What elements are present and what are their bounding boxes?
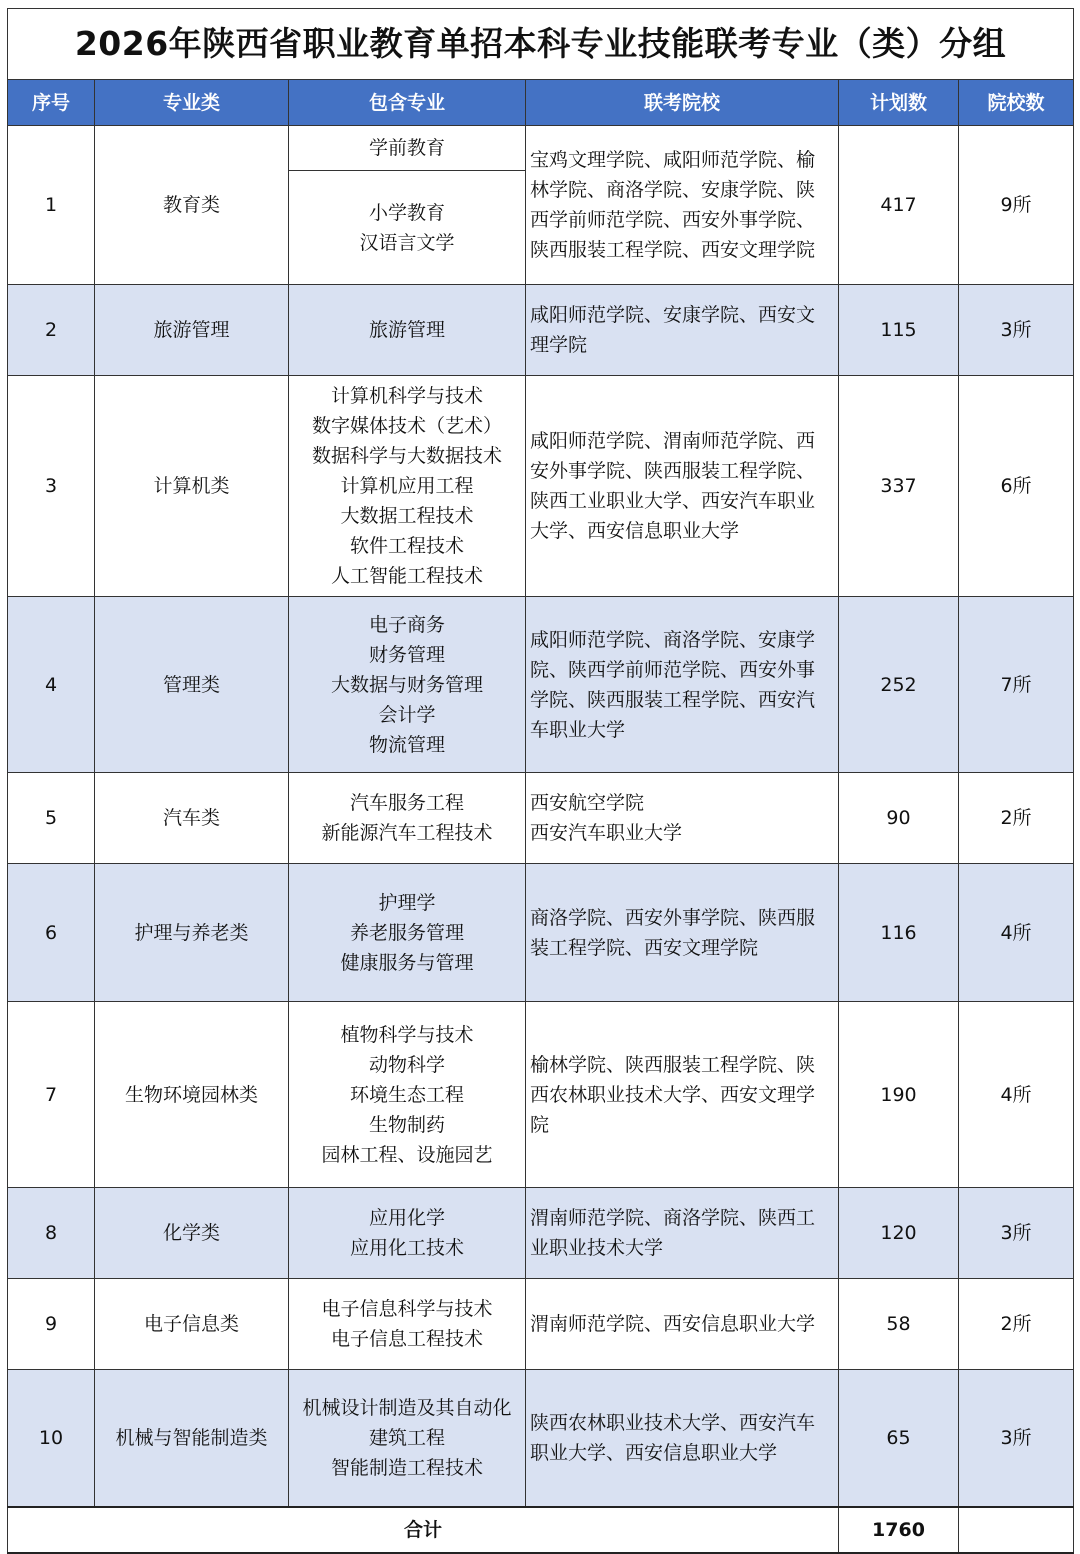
major-name: 健康服务与管理 [340,951,474,974]
enrollment-table [7,8,1074,1554]
school-line: 车职业大学 [530,718,626,741]
major-name: 学前教育 [368,137,445,159]
major-group [289,888,525,978]
major-group [289,170,525,284]
category-cell: 教育类 [95,126,289,285]
school-count: 9所 [959,126,1074,285]
major-name: 植物科学与技术 [340,1023,474,1046]
school-line: 榆林学院、陕西服装工程学院、陕 [530,1053,816,1076]
majors-list [289,315,525,345]
school-line: 西安汽车职业大学 [530,822,683,844]
schools-cell [526,126,839,285]
schools-cell [526,773,839,864]
majors-cell [289,1188,526,1279]
major-group [289,1393,525,1483]
total-empty [959,1507,1074,1553]
page-title: 2026年陕西省职业教育单招本科专业技能联考专业（类）分组 [8,9,1074,80]
majors-cell [289,1279,526,1370]
row-number: 8 [8,1188,95,1279]
school-line: 渭南师范学院、商洛学院、陕西工 [530,1207,816,1229]
major-group [289,788,525,848]
row-number: 4 [8,597,95,773]
major-name: 建筑工程 [368,1427,445,1449]
school-line: 西学前师范学院、西安外事学院、 [530,209,816,231]
major-name: 电子信息科学与技术 [321,1298,493,1320]
plan-count: 90 [839,773,959,864]
category-cell: 旅游管理 [95,285,289,376]
total-label: 合计 [8,1507,839,1553]
major-group [289,1020,525,1170]
table-row [8,597,1074,773]
schools-cell [526,285,839,376]
major-name: 智能制造工程技术 [330,1457,483,1479]
school-count: 6所 [959,376,1074,597]
majors-cell [289,126,526,285]
row-number: 2 [8,285,95,376]
major-name: 物流管理 [368,733,445,756]
major-group [289,610,525,760]
schools-cell [526,597,839,773]
plan-count: 116 [839,864,959,1002]
school-line: 学院、陕西服装工程学院、西安汽 [530,688,816,711]
school-line: 咸阳师范学院、商洛学院、安康学 [530,628,816,651]
schools-cell [526,376,839,597]
school-count: 3所 [959,1188,1074,1279]
school-line: 陕西农林职业技术大学、西安汽车 [530,1412,816,1434]
plan-count: 190 [839,1002,959,1188]
majors-list [289,381,525,591]
major-group [289,1294,525,1354]
majors-list [289,888,525,978]
majors-list [289,1020,525,1170]
table-row [8,1370,1074,1508]
school-line: 西安航空学院 [530,792,645,814]
plan-count: 58 [839,1279,959,1370]
major-name: 计算机科学与技术 [330,385,483,407]
school-line: 渭南师范学院、西安信息职业大学 [530,1313,816,1335]
header-plan: 计划数 [839,80,959,126]
school-count: 4所 [959,1002,1074,1188]
table-row [8,864,1074,1002]
school-count: 4所 [959,864,1074,1002]
school-line: 装工程学院、西安文理学院 [530,936,759,959]
major-name: 园林工程、设施园艺 [321,1143,493,1166]
major-name: 应用化工技术 [349,1237,464,1259]
schools-cell [526,1002,839,1188]
major-group [289,1203,525,1263]
school-line: 咸阳师范学院、安康学院、西安文 [530,304,816,326]
majors-cell [289,1370,526,1508]
schools-cell [526,1188,839,1279]
school-line: 陕西服装工程学院、西安文理学院 [530,239,816,261]
majors-cell [289,285,526,376]
major-name: 数据科学与大数据技术 [311,445,502,467]
major-name: 机械设计制造及其自动化 [302,1397,512,1419]
category-cell: 机械与智能制造类 [95,1370,289,1508]
major-name: 护理学 [378,891,436,914]
school-line: 安外事学院、陕西服装工程学院、 [530,460,816,482]
major-name: 汉语言文学 [359,231,455,254]
school-line: 宝鸡文理学院、咸阳师范学院、榆 [530,149,816,171]
major-name: 大数据与财务管理 [330,673,483,696]
header-schools: 联考院校 [526,80,839,126]
school-line: 商洛学院、西安外事学院、陕西服 [530,906,816,929]
school-line: 咸阳师范学院、渭南师范学院、西 [530,430,816,452]
school-count: 7所 [959,597,1074,773]
school-line: 大学、西安信息职业大学 [530,520,740,542]
major-name: 新能源汽车工程技术 [321,822,493,844]
major-name: 生物制药 [368,1113,445,1136]
majors-list [289,1393,525,1483]
school-line: 陕西工业职业大学、西安汽车职业 [530,490,816,512]
school-count: 3所 [959,285,1074,376]
row-number: 5 [8,773,95,864]
category-cell: 管理类 [95,597,289,773]
total-plan: 1760 [839,1507,959,1553]
major-name: 应用化学 [368,1207,445,1229]
row-number: 1 [8,126,95,285]
major-name: 数字媒体技术（艺术） [311,415,502,437]
schools-cell [526,1279,839,1370]
major-name: 会计学 [378,703,436,726]
school-line: 业职业技术大学 [530,1237,664,1259]
table-row [8,773,1074,864]
category-cell: 电子信息类 [95,1279,289,1370]
majors-list [289,1294,525,1354]
majors-list [289,788,525,848]
majors-cell [289,1002,526,1188]
row-number: 6 [8,864,95,1002]
school-line: 林学院、商洛学院、安康学院、陕 [530,179,816,201]
major-name: 环境生态工程 [349,1083,464,1106]
table-header [8,80,1074,126]
majors-cell [289,773,526,864]
school-line: 院、陕西学前师范学院、西安外事 [530,658,816,681]
school-line: 职业大学、西安信息职业大学 [530,1442,778,1464]
major-name: 养老服务管理 [349,921,464,944]
major-name: 电子商务 [368,613,445,636]
category-cell: 计算机类 [95,376,289,597]
row-number: 10 [8,1370,95,1508]
table-row [8,1188,1074,1279]
school-count: 3所 [959,1370,1074,1508]
major-name: 汽车服务工程 [349,792,464,814]
majors-cell [289,597,526,773]
plan-count: 252 [839,597,959,773]
category-cell: 汽车类 [95,773,289,864]
majors-list [289,1203,525,1263]
school-line: 理学院 [530,334,588,356]
total-row [8,1507,1074,1553]
schools-cell [526,864,839,1002]
plan-count: 115 [839,285,959,376]
school-line: 院 [530,1113,550,1136]
header-category: 专业类 [95,80,289,126]
majors-cell [289,864,526,1002]
school-line: 西农林职业技术大学、西安文理学 [530,1083,816,1106]
schools-cell [526,1370,839,1508]
header-majors: 包含专业 [289,80,526,126]
major-group [289,126,525,170]
plan-count: 417 [839,126,959,285]
row-number: 3 [8,376,95,597]
major-name: 旅游管理 [368,319,445,341]
category-cell: 生物环境园林类 [95,1002,289,1188]
table-row [8,1002,1074,1188]
table-row [8,285,1074,376]
header-count: 院校数 [959,80,1074,126]
row-number: 9 [8,1279,95,1370]
major-group [289,315,525,345]
major-name: 财务管理 [368,643,445,666]
major-name: 电子信息工程技术 [330,1328,483,1350]
header-no: 序号 [8,80,95,126]
school-count: 2所 [959,1279,1074,1370]
table-row [8,126,1074,285]
category-cell: 护理与养老类 [95,864,289,1002]
major-name: 人工智能工程技术 [330,565,483,587]
major-name: 软件工程技术 [349,535,464,557]
plan-count: 65 [839,1370,959,1508]
row-number: 7 [8,1002,95,1188]
majors-list [289,126,525,284]
major-name: 计算机应用工程 [340,475,474,497]
school-count: 2所 [959,773,1074,864]
major-name: 大数据工程技术 [340,505,474,527]
category-cell: 化学类 [95,1188,289,1279]
major-group [289,381,525,591]
major-name: 小学教育 [368,201,445,224]
table-row [8,1279,1074,1370]
majors-cell [289,376,526,597]
major-name: 动物科学 [368,1053,445,1076]
plan-count: 337 [839,376,959,597]
table-row [8,376,1074,597]
majors-list [289,610,525,760]
plan-count: 120 [839,1188,959,1279]
